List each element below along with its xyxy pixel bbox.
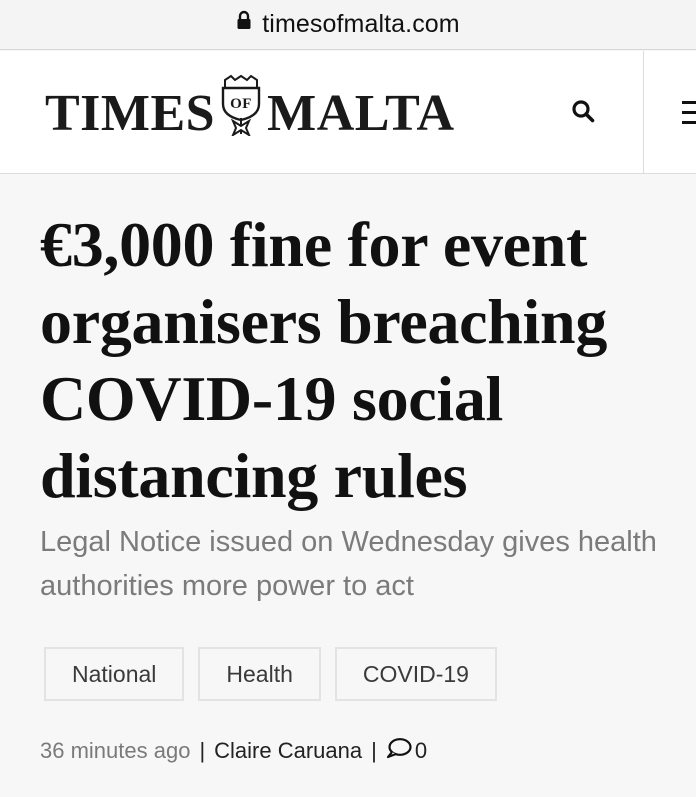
- article-meta: [40, 734, 427, 768]
- published-time: 36 minutes ago: [40, 738, 191, 763]
- times-of-malta-logo[interactable]: [45, 81, 455, 145]
- author-link[interactable]: Claire Caruana: [214, 738, 363, 763]
- article-tags: [44, 647, 497, 701]
- logo-crest-text: OF: [230, 95, 253, 112]
- logo-word-malta: MALTA: [267, 84, 455, 142]
- article-headline: €3,000 fine for event organisers breaching COVID-19 social distancing rules: [40, 209, 608, 511]
- search-icon: [571, 99, 595, 128]
- menu-button[interactable]: [676, 95, 696, 131]
- meta-separator: |: [371, 738, 377, 763]
- search-button[interactable]: [560, 90, 606, 136]
- site-header: [0, 51, 696, 174]
- header-divider: [643, 51, 644, 174]
- hamburger-menu-icon: [676, 118, 696, 131]
- comments-link[interactable]: [386, 737, 427, 765]
- lock-icon: [236, 10, 252, 35]
- maltese-crest-icon: [219, 74, 263, 149]
- comment-count: 0: [414, 738, 428, 763]
- article-standfirst: Legal Notice issued on Wednesday gives health authorities more power to act: [40, 526, 657, 602]
- browser-address-bar[interactable]: [0, 0, 696, 50]
- tag-national[interactable]: National: [44, 647, 184, 701]
- comment-bubble-icon: [386, 737, 415, 765]
- meta-separator: |: [199, 738, 206, 763]
- logo-word-times: TIMES: [45, 84, 216, 142]
- url-text: timesofmalta.com: [262, 10, 460, 38]
- tag-health[interactable]: Health: [198, 647, 320, 701]
- tag-covid-19[interactable]: COVID-19: [335, 647, 497, 701]
